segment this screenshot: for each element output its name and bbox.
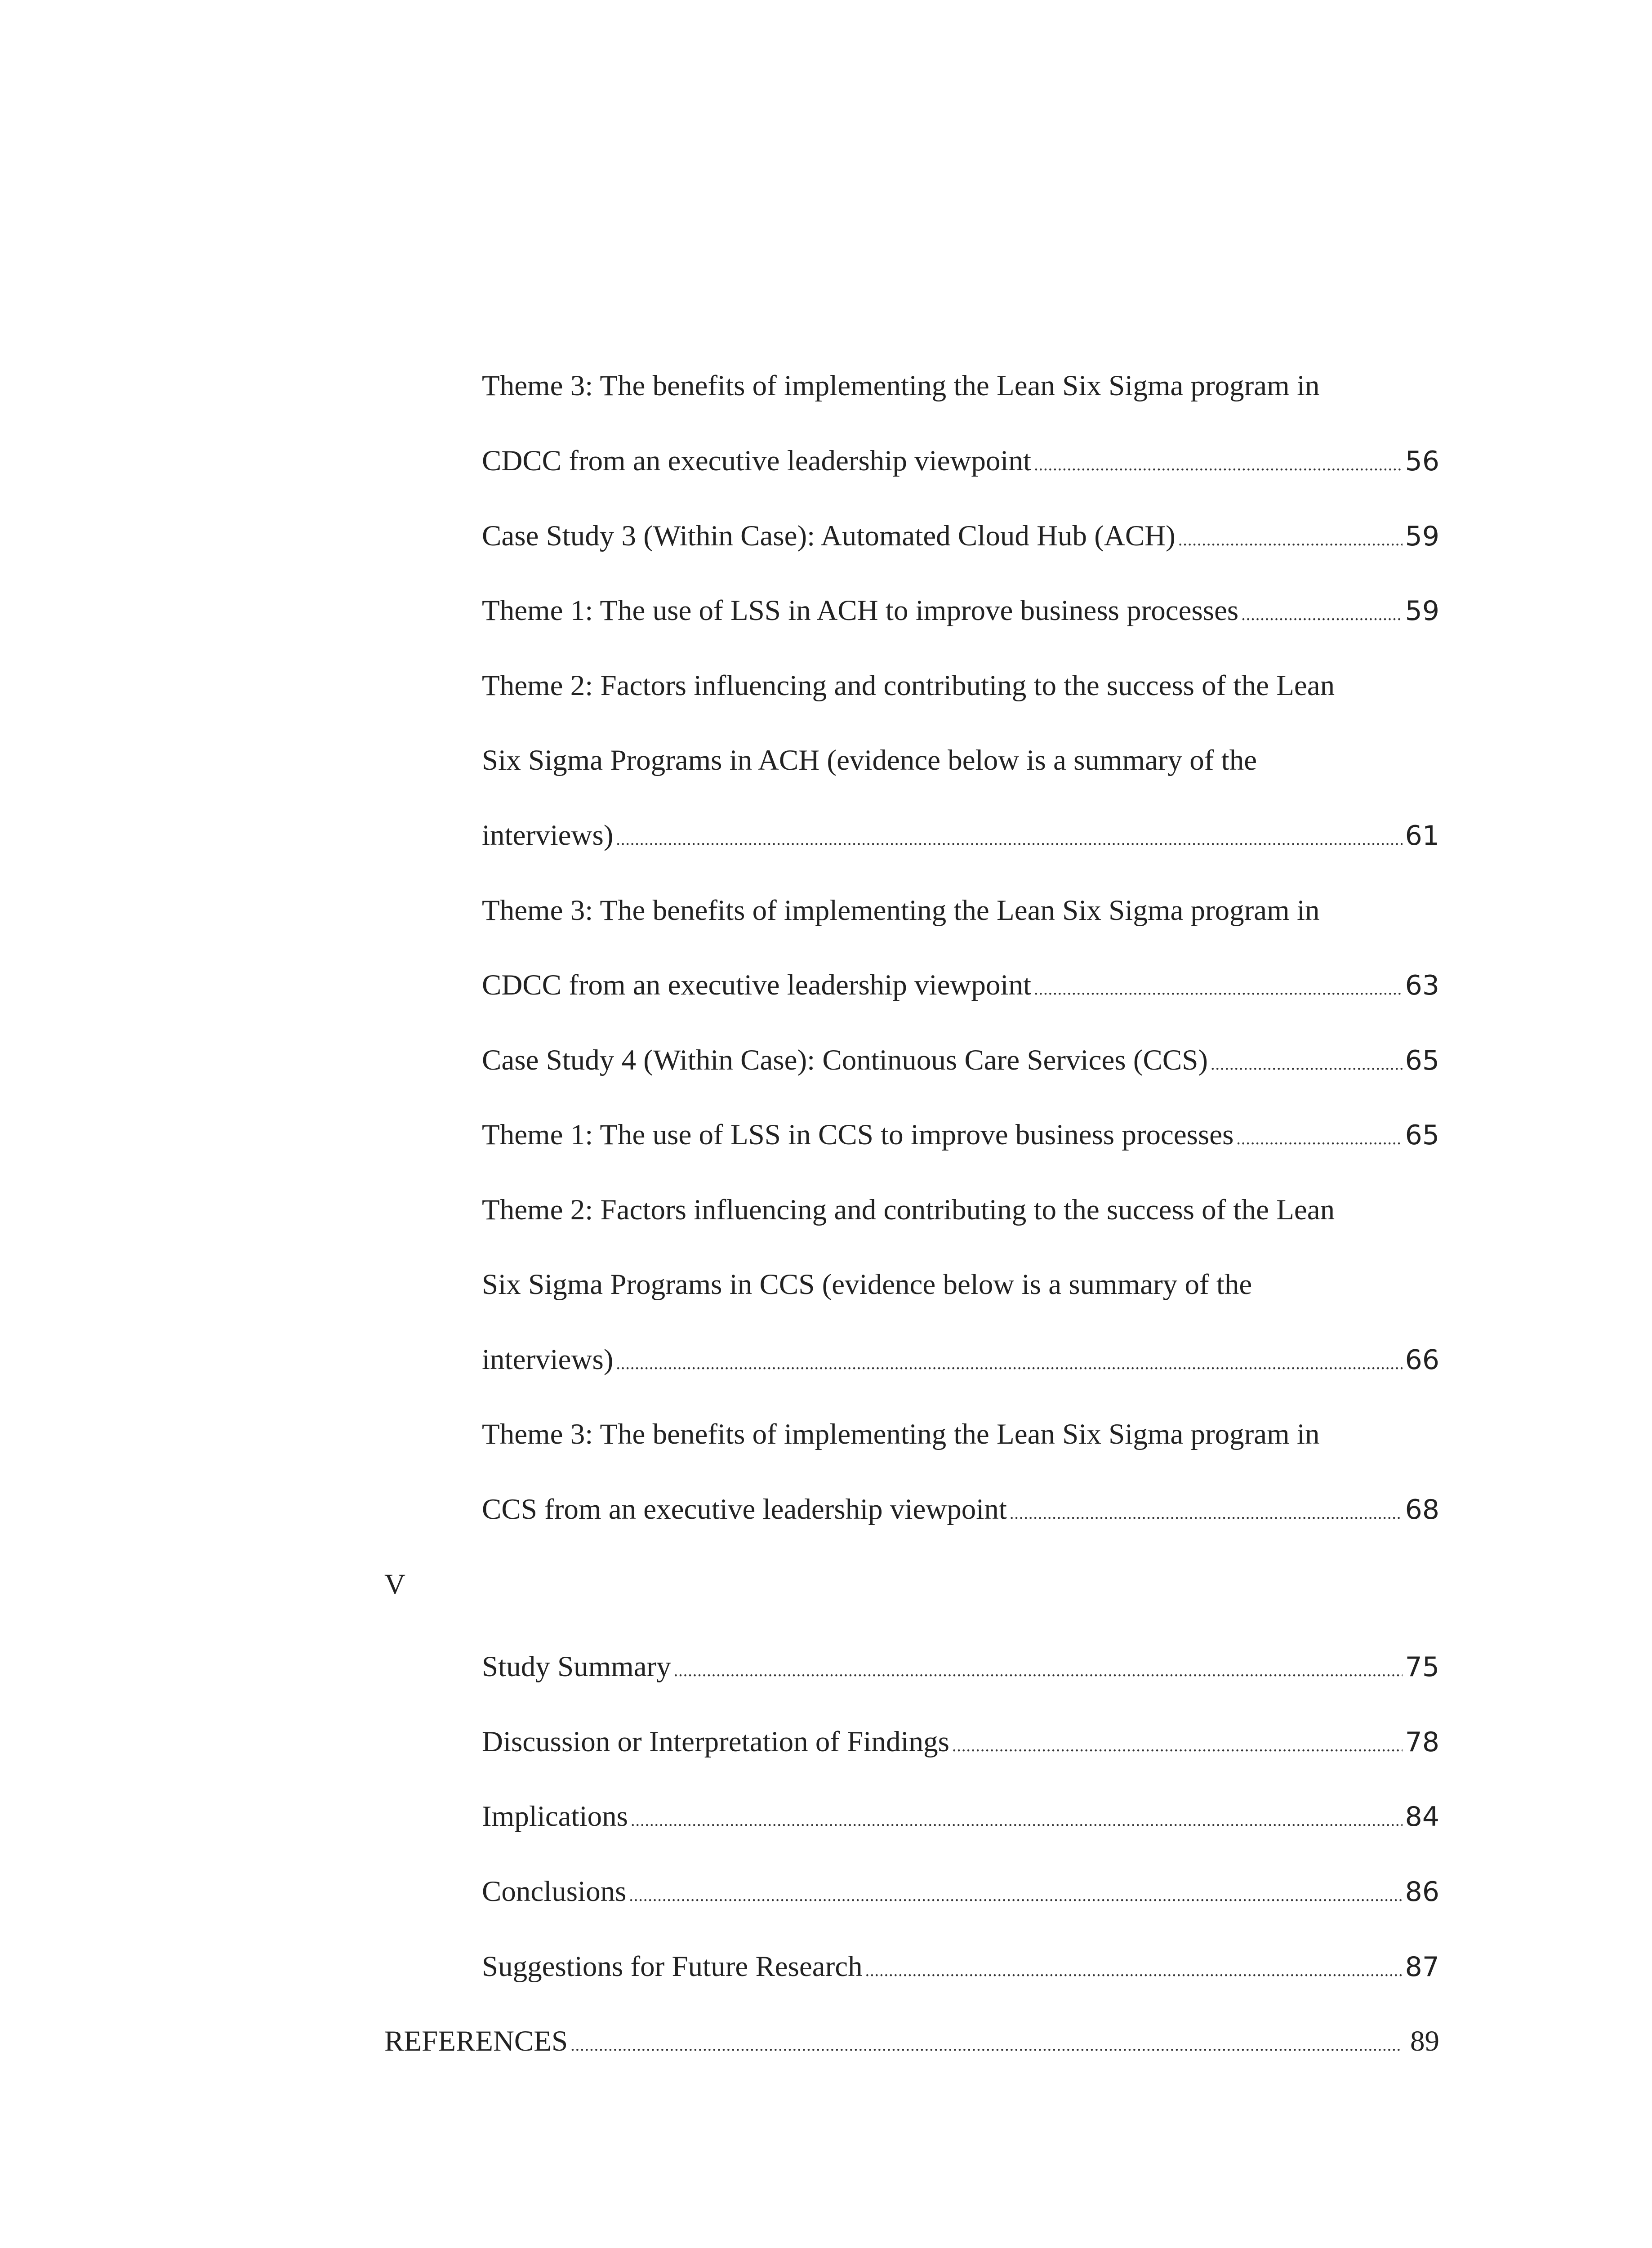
- toc-entry-line: Theme 2: Factors influencing and contributing to the success of the Lean: [482, 1194, 1335, 1226]
- toc-entry-title: REFERENCES: [384, 2025, 568, 2057]
- toc-entry-title: interviews): [482, 1343, 614, 1376]
- dot-leader: [570, 2027, 1401, 2063]
- toc-entry-title: CCS from an executive leadership viewpoint: [482, 1493, 1007, 1525]
- chapter-heading: V: [384, 1568, 405, 1601]
- toc-entry-title: Theme 1: The use of LSS in ACH to improve business processes: [482, 594, 1239, 627]
- toc-entry-line: Theme 3: The benefits of implementing the Lean Six Sigma program in: [482, 370, 1320, 402]
- toc-entry[interactable]: [482, 1873, 1439, 1909]
- dot-leader: [1178, 522, 1403, 558]
- dot-leader: [1236, 1121, 1402, 1157]
- toc-page-number: 89: [1410, 2025, 1439, 2057]
- toc-page-number: 66: [1405, 1344, 1439, 1376]
- toc-page-number: 63: [1405, 970, 1439, 1001]
- toc-page-number: 59: [1405, 595, 1439, 627]
- dot-leader: [1211, 1046, 1403, 1082]
- toc-page-number: 84: [1405, 1801, 1439, 1833]
- toc-entry-line: Theme 3: The benefits of implementing the Lean Six Sigma program in: [482, 1418, 1320, 1450]
- toc-entry[interactable]: [482, 1042, 1439, 1078]
- toc-page-number: 68: [1405, 1494, 1439, 1525]
- toc-entry[interactable]: [482, 1724, 1439, 1760]
- toc-page-number: 78: [1405, 1726, 1439, 1758]
- toc-entry[interactable]: [482, 1117, 1439, 1153]
- dot-leader: [952, 1728, 1403, 1764]
- toc-entry-line: Theme 3: The benefits of implementing the Lean Six Sigma program in: [482, 894, 1320, 927]
- toc-entry-title: Study Summary: [482, 1650, 671, 1683]
- toc-page-number: 65: [1405, 1120, 1439, 1151]
- toc-page-number: 75: [1405, 1651, 1439, 1683]
- toc-page-number: 56: [1405, 446, 1439, 477]
- toc-entry[interactable]: [482, 817, 1439, 853]
- toc-page-number: 65: [1405, 1045, 1439, 1076]
- toc-entry[interactable]: [482, 443, 1439, 479]
- toc-entry[interactable]: [482, 593, 1439, 629]
- toc-references-entry[interactable]: [384, 2023, 1439, 2059]
- dot-leader: [629, 1878, 1402, 1913]
- toc-page-number: 59: [1405, 521, 1439, 552]
- toc-page-number: 61: [1405, 820, 1439, 852]
- toc-entry[interactable]: [482, 1491, 1439, 1527]
- toc-entry-line: Theme 2: Factors influencing and contributing to the success of the Lean: [482, 669, 1335, 702]
- toc-entry[interactable]: [482, 518, 1439, 554]
- toc-entry-title: Discussion or Interpretation of Findings: [482, 1726, 949, 1758]
- toc-entry-title: Implications: [482, 1800, 628, 1833]
- toc-entry-title: CDCC from an executive leadership viewpoint: [482, 445, 1032, 477]
- dot-leader: [865, 1953, 1403, 1989]
- toc-entry-line: Six Sigma Programs in CCS (evidence below is a summary of the: [482, 1268, 1252, 1301]
- dot-leader: [616, 1346, 1402, 1382]
- toc-entry[interactable]: [482, 967, 1439, 1003]
- toc-page-number: 86: [1405, 1876, 1439, 1908]
- toc-entry[interactable]: [482, 1949, 1439, 1985]
- toc-entry-title: interviews): [482, 819, 614, 852]
- toc-entry[interactable]: [482, 1798, 1439, 1834]
- toc-entry-title: Case Study 4 (Within Case): Continuous Care Services (CCS): [482, 1044, 1208, 1076]
- toc-page-number: 87: [1405, 1951, 1439, 1983]
- dot-leader: [674, 1653, 1403, 1689]
- toc-entry-title: Suggestions for Future Research: [482, 1950, 863, 1983]
- toc-entry-title: Theme 1: The use of LSS in CCS to improve business processes: [482, 1119, 1234, 1151]
- toc-entry-line: Six Sigma Programs in ACH (evidence below is a summary of the: [482, 744, 1257, 776]
- toc-entry-title: CDCC from an executive leadership viewpoint: [482, 969, 1032, 1001]
- toc-entry-title: Case Study 3 (Within Case): Automated Cloud Hub (ACH): [482, 520, 1176, 552]
- toc-entry[interactable]: [482, 1649, 1439, 1685]
- dot-leader: [1010, 1495, 1403, 1531]
- dot-leader: [1241, 597, 1402, 633]
- toc-entry[interactable]: [482, 1342, 1439, 1378]
- dot-leader: [616, 821, 1402, 857]
- toc-entry-title: Conclusions: [482, 1875, 627, 1908]
- dot-leader: [631, 1802, 1403, 1838]
- dot-leader: [1034, 447, 1403, 483]
- dot-leader: [1034, 971, 1403, 1007]
